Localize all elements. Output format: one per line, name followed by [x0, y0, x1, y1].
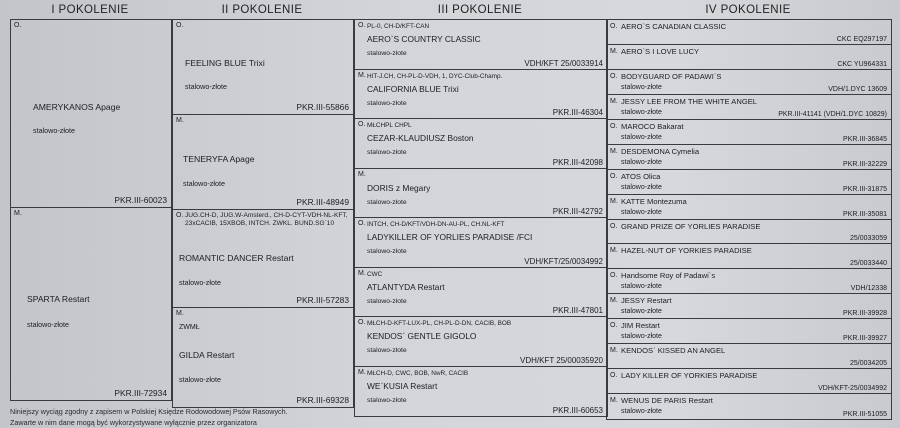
dog-name: TENERYFA Apage [183, 154, 255, 164]
sex-label: O. [610, 272, 618, 280]
dog-color: stalowo-złote [621, 283, 662, 291]
gen4-column [606, 19, 892, 420]
dog-color: stalowo-złote [179, 375, 221, 384]
dog-name: JESSY Restart [621, 296, 672, 306]
dog-name: LADYKILLER OF YORLIES PARADISE /FCI [367, 232, 533, 242]
dog-color: stalowo-złote [367, 297, 407, 305]
sex-label: O. [176, 22, 184, 29]
sex-label: O. [610, 122, 618, 130]
gen2-cell [173, 20, 353, 115]
dog-name: KENDOS` GENTLE GIGOLO [367, 331, 477, 341]
sex-label: M. [610, 197, 618, 205]
sex-label: M. [610, 47, 618, 55]
dog-titles: PL-0, CH-D/KFT-CAN [367, 23, 430, 30]
gen4-cell [607, 269, 891, 294]
sex-label: M. [610, 97, 618, 105]
registration-number: PKR.III-42792 [552, 207, 603, 216]
sex-label: M. [610, 297, 618, 305]
gen1-sire-cell [11, 20, 171, 208]
gen3-cell [355, 119, 607, 169]
registration-number: PKR.III-35081 [843, 210, 887, 218]
dog-color: stalowo-złote [621, 408, 662, 416]
dog-color: stalowo-złote [367, 396, 407, 404]
dog-name: DORIS z Megary [367, 182, 431, 193]
gen3-cell [355, 367, 607, 417]
gen2-cell [173, 210, 353, 308]
gen4-cell [607, 145, 891, 170]
dog-titles: MŁCHPL CHPL [367, 122, 412, 129]
gen4-cell [607, 45, 891, 70]
dog-titles: INTCH, CH-D/KFT/VDH-DN-AU-PL, CH.NL-KFT [367, 221, 505, 228]
sex-label: O. [176, 212, 184, 219]
dog-name: ROMANTIC DANCER Restart [179, 253, 294, 263]
sex-label: O. [14, 22, 22, 29]
registration-number: PKR.III-42098 [552, 157, 603, 167]
gen4-cell [607, 344, 891, 369]
sex-label: O. [610, 322, 618, 330]
dog-name: CEZAR-KLAUDIUSZ Boston [367, 133, 474, 143]
dog-name: JIM Restart [621, 321, 660, 331]
gen1-dam-cell [11, 208, 171, 400]
registration-number: PKR.III-32229 [843, 160, 887, 168]
dog-name: CALIFORNIA BLUE Trixi [367, 83, 459, 94]
gen4-cell [607, 95, 891, 120]
registration-number: 25/0034205 [850, 360, 887, 368]
gen4-cell [607, 220, 891, 245]
dog-name: GRAND PRIZE OF YORLIES PARADISE [621, 221, 761, 231]
dog-name: AERO`S I LOVE LUCY [621, 46, 700, 56]
gen4-cell [607, 244, 891, 269]
dog-name: ATOS Olica [621, 171, 661, 181]
dog-name: GILDA Restart [179, 350, 235, 360]
header-gen1: I POKOLENIE [51, 4, 129, 16]
dog-color: stalowo-złote [621, 83, 662, 91]
sex-label: M. [610, 147, 618, 155]
gen4-cell [607, 70, 891, 95]
dog-name: WE`KUSIA Restart [367, 380, 438, 391]
registration-number: PKR.III-36845 [843, 135, 887, 143]
registration-number: VDH/1.DYC 13609 [828, 85, 887, 93]
gen2-column [172, 19, 354, 408]
registration-number: VDH/KFT-25/0034992 [818, 385, 887, 393]
sex-label: M. [176, 310, 184, 317]
sex-label: M. [14, 210, 22, 217]
dog-color: stalowo-złote [621, 208, 662, 216]
header-gen2: II POKOLENIE [221, 4, 303, 16]
registration-number: PKR.III-48949 [296, 197, 349, 207]
registration-number: CKC EQ297197 [836, 35, 887, 43]
gen2-cell [173, 115, 353, 210]
registration-number: VDH/KFT 25/0033914 [524, 58, 603, 68]
footer-line-1: Niniejszy wyciąg zgodny z zapisem w Polskiej Księdze Rodowodowej Psów Rasowych. [10, 407, 288, 416]
dog-color: stalowo-złote [367, 347, 407, 354]
dog-name: KENDOS` KISSED AN ANGEL [621, 346, 726, 356]
dog-name: WENUS DE PARIS Restart [621, 396, 713, 406]
dog-color: stalowo-złote [621, 108, 662, 116]
gen3-cell [355, 169, 607, 219]
sex-label: O. [358, 319, 366, 326]
dog-color: stalowo-złote [621, 158, 662, 166]
sex-label: M. [358, 71, 366, 79]
registration-number: 25/0033059 [850, 235, 887, 243]
registration-number: PKR.III-57283 [296, 295, 349, 305]
sex-label: O. [610, 172, 618, 180]
dog-name: HAZEL-NUT OF YORKIES PARADISE [621, 246, 752, 256]
dog-titles: MŁCH-D-KFT-LUX-PL, CH-PL-D-DN, CACIB, BOB [367, 320, 512, 327]
sex-label: M. [358, 368, 366, 376]
dog-name: FEELING BLUE Trixi [185, 58, 265, 68]
registration-number: PKR.III-60023 [114, 195, 167, 205]
registration-number: VDH/12338 [850, 285, 887, 293]
dog-name: AMERYKANOS Apage [33, 102, 121, 112]
registration-number: PKR.III-47801 [552, 306, 603, 315]
registration-number: PKR.III-39927 [843, 335, 887, 343]
dog-name: MAROCO Bakarat [621, 121, 684, 131]
gen4-cell [607, 20, 891, 45]
gen1-column [10, 19, 172, 401]
dog-color: stalowo-złote [33, 126, 75, 135]
dog-titles: JUG.CH-D, JUG.W-Amsterd., CH-D-CYT-VDH-NL-KFT, 23xCACIB, 15XBOB, INTCH. ZWKL. BUND.SG`10 [185, 212, 348, 227]
dog-name: SPARTA Restart [27, 294, 90, 304]
registration-number: PKR.III-60653 [552, 406, 603, 415]
gen3-cell [355, 20, 607, 70]
registration-number: PKR.III-46304 [552, 108, 603, 117]
dog-color: stalowo-złote [621, 133, 662, 141]
dog-color: stalowo-złote [179, 278, 221, 287]
sex-label: O. [610, 372, 618, 380]
registration-number: PKR.III-39928 [843, 310, 887, 318]
sex-label: O. [610, 23, 618, 30]
dog-name: AERO`S CANADIAN CLASSIC [621, 22, 727, 31]
footer-line-2: Zawarte w nim dane mogą być wykorzystywane wyłącznie przez organizatora [10, 418, 257, 427]
dog-name: KATTE Montezuma [621, 196, 687, 206]
sex-label: M. [176, 117, 184, 124]
dog-name: AERO`S COUNTRY CLASSIC [367, 34, 481, 44]
registration-number: PKR.III-31875 [843, 185, 887, 193]
dog-color: stalowo-złote [183, 179, 225, 188]
dog-name: JESSY LEE FROM THE WHITE ANGEL [621, 96, 758, 106]
registration-number: VDH/KFT 25/00035920 [519, 355, 603, 365]
gen3-column [354, 19, 608, 417]
sex-label: O. [358, 121, 366, 128]
gen4-cell [607, 369, 891, 394]
dog-color: stalowo-złote [621, 308, 662, 316]
registration-number: PKR.III-51055 [843, 411, 887, 419]
registration-number: PKR.III-55866 [296, 102, 349, 112]
dog-titles: HIT-J.CH, CH-PL-D-VDH, 1, DYC-Club-Champ. [367, 72, 503, 80]
registration-number: VDH/KFT/25/0034992 [524, 256, 603, 266]
dog-titles: ZWMŁ [179, 324, 200, 331]
gen4-cell [607, 319, 891, 344]
dog-color: stalowo-złote [185, 82, 227, 91]
sex-label: M. [358, 170, 366, 178]
gen4-cell [607, 294, 891, 319]
dog-titles: CWC [367, 270, 383, 278]
gen3-cell [355, 317, 607, 367]
gen3-cell [355, 70, 607, 120]
dog-color: stalowo-złote [621, 183, 662, 191]
gen4-cell [607, 120, 891, 145]
gen3-cell [355, 268, 607, 318]
dog-color: stalowo-złote [27, 320, 69, 329]
registration-number: 25/0033440 [850, 260, 887, 268]
sex-label: M. [610, 347, 618, 355]
dog-color: stalowo-złote [367, 149, 407, 156]
registration-number: PKR.III-69328 [296, 395, 349, 405]
dog-name: LADY KILLER OF YORKIES PARADISE [621, 371, 758, 381]
registration-number: PKR.III-41141 (VDH/1.DYC 10829) [778, 110, 887, 118]
gen4-cell [607, 195, 891, 220]
dog-color: stalowo-złote [367, 198, 407, 206]
sex-label: M. [610, 247, 618, 255]
gen4-cell [607, 170, 891, 195]
dog-color: stalowo-złote [621, 333, 662, 341]
dog-name: DESDEMONA Cymelia [621, 146, 700, 156]
dog-name: Handsome Roy of Padawi`s [621, 271, 716, 281]
sex-label: O. [610, 222, 618, 230]
sex-label: M. [358, 269, 366, 277]
dog-name: ATLANTYDA Restart [367, 281, 445, 292]
gen4-cell [607, 394, 891, 419]
registration-number: CKC YU964331 [837, 60, 887, 68]
sex-label: O. [358, 22, 366, 29]
sex-label: M. [610, 397, 618, 405]
dog-color: stalowo-złote [367, 248, 407, 255]
dog-name: BODYGUARD OF PADAWI`S [621, 71, 722, 81]
sex-label: O. [610, 72, 618, 80]
dog-titles: MŁCH-D, CWC, BOB, NwR, CACIB [367, 369, 469, 377]
gen3-cell [355, 218, 607, 268]
gen2-cell [173, 308, 353, 407]
header-gen3: III POKOLENIE [437, 4, 523, 16]
sex-label: O. [358, 220, 366, 227]
dog-color: stalowo-złote [367, 50, 407, 57]
registration-number: PKR.III-72934 [114, 388, 167, 398]
dog-color: stalowo-złote [367, 99, 407, 107]
header-gen4: IV POKOLENIE [705, 4, 791, 16]
